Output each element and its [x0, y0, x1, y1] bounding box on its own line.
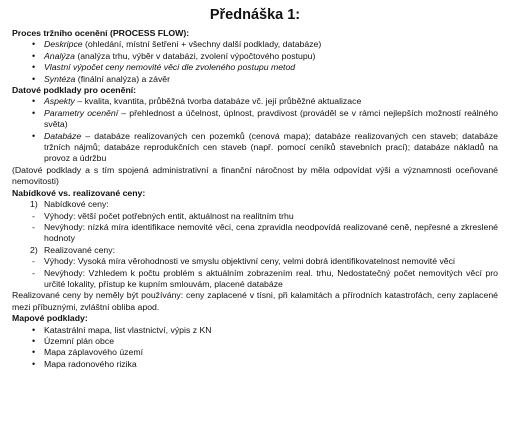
item-number: 1)	[30, 199, 38, 210]
list-item: • Mapa radonového rizika	[44, 359, 498, 370]
list-item	[44, 51, 498, 62]
item-text: (analýza trhu, výběr v databázi, zvolení výpočtového postupu)	[74, 50, 316, 61]
item-text: – databáze realizovaných cen pozemků (cenová mapa); databáze realizovaných cen staveb; databáze tržních nájmů; databáze reprodukčních cen staveb (např. pomocí ceníků stavebních prací); databáze nákladů na provoz a údržbu	[44, 130, 498, 164]
section-heading-data-sources: Datové podklady pro ocenění:	[12, 85, 137, 96]
item-text: – přehlednost a účelnost, úplnost, pravdivost (prováděl se v rámci nejlepších možností reálného světa)	[44, 107, 499, 130]
sub-item: - Nevýhody: Vzhledem k počtu problém s aktuálním zobrazením real. trhu, Nedostatečný počet nemovitých věcí pro určité lokality, přístup ke kupním smlouvám, placené databáze	[44, 268, 498, 291]
list-item: • Mapa záplavového území	[44, 347, 498, 358]
item-text: (finální analýza) a závěr	[75, 73, 171, 84]
item-emphasis: Aspekty	[44, 96, 75, 107]
item-emphasis: Databáze	[44, 130, 82, 141]
sub-list	[44, 211, 498, 245]
item-emphasis: Deskripce	[44, 39, 83, 50]
section-heading-offer-vs-realized: Nabídkové vs. realizované ceny:	[12, 187, 146, 198]
sub-list	[44, 256, 498, 290]
item-text: – kvalita, kvantita, průběžná tvorba databáze vč. její průběžné aktualizace	[74, 96, 362, 107]
item-text: (ohledání, místní šetření + všechny další podklady, databáze)	[82, 39, 322, 50]
section-heading-process-flow: Proces tržního ocenění (PROCESS FLOW):	[12, 28, 190, 38]
sub-item: - Výhody: Vysoká míra věrohodnosti ve smyslu objektivní ceny, velmi dobrá identifikovatelnost nemovité věci	[44, 256, 498, 267]
process-flow-list	[12, 39, 498, 85]
price-types-list	[12, 199, 498, 290]
section-heading-map-sources: Mapové podklady:	[12, 313, 88, 324]
list-item	[44, 131, 498, 165]
item-emphasis: Vlastní výpočet ceny nemovité věci dle zvoleného postupu metod	[44, 62, 296, 73]
item-number: 2)	[30, 244, 38, 255]
group-label: Nabídkové ceny:	[44, 199, 109, 210]
list-item	[44, 108, 498, 131]
list-item	[44, 96, 498, 107]
numbered-item	[30, 199, 498, 245]
sub-item: - Nevýhody: nízká míra identifikace nemovité věci, cena zpravidla neodpovídá realizované ceně, nepřesné a zkreslené hodnoty	[44, 222, 498, 245]
group-label: Realizované ceny:	[44, 244, 115, 255]
realized-prices-note: Realizované ceny by neměly být používány: ceny zaplacené v tísni, při kalamitách a přírodních katastrofách, ceny zaplacené mezi příbuznými, zvláštní obliba apod.	[12, 290, 498, 312]
list-item: • Katastrální mapa, list vlastnictví, výpis z KN	[44, 325, 498, 336]
list-item	[44, 39, 498, 50]
page-title: Přednáška 1:	[209, 7, 301, 23]
item-emphasis: Parametry ocenění	[44, 107, 119, 118]
map-sources-list	[12, 325, 498, 371]
sub-item: - Výhody: větší počet potřebných entit, aktuálnost na realitním trhu	[44, 211, 498, 222]
data-sources-list	[12, 96, 498, 164]
list-item: • Územní plán obce	[44, 336, 498, 347]
item-emphasis: Analýza	[44, 50, 75, 61]
list-item	[44, 62, 498, 73]
list-item	[44, 74, 498, 85]
numbered-item	[30, 244, 498, 291]
item-emphasis: Syntéza	[44, 73, 76, 84]
data-sources-note: (Datové podklady a s tím spojená administrativní a finanční náročnost by měla odpovídat výši a významnosti oceňované nemovitosti)	[12, 164, 498, 187]
